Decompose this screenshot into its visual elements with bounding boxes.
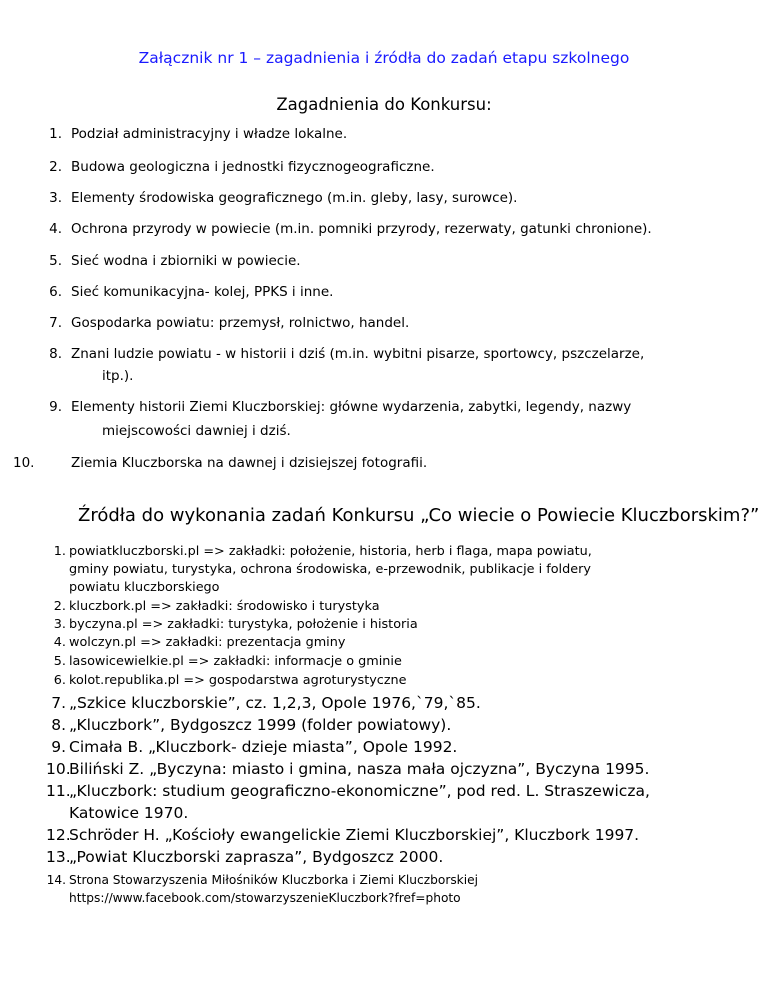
list-item-number: 3. (53, 617, 66, 632)
list-item-number: 9. (51, 738, 66, 756)
list-item-text: lasowicewielkie.pl => zakładki: informacje o gminie (69, 654, 402, 669)
list-item-text: Cimała B. „Kluczbork- dzieje miasta”, Opole 1992. (69, 738, 458, 756)
list-item-number: 3. (49, 190, 62, 206)
list-item-text: kolot.republika.pl => gospodarstwa agroturystyczne (69, 673, 407, 688)
list-item-text: Gospodarka powiatu: przemysł, rolnictwo, handel. (71, 315, 410, 331)
list-item-number: 13. (46, 848, 71, 866)
list-item-number: 14. (46, 873, 66, 887)
list-item-text: wolczyn.pl => zakładki: prezentacja gminy (69, 635, 346, 650)
list-item-text: „Powiat Kluczborski zaprasza”, Bydgoszcz 2000. (69, 848, 444, 866)
list-item-text: Budowa geologiczna i jednostki fizycznogeograficzne. (71, 159, 435, 175)
list-item-text: Sieć wodna i zbiorniki w powiecie. (71, 253, 301, 269)
list-item-number: 4. (53, 635, 66, 650)
list-item-number: 2. (49, 159, 62, 175)
list-item-text: Podział administracyjny i władze lokalne. (71, 126, 348, 142)
list-item-text: Ochrona przyrody w powiecie (m.in. pomniki przyrody, rezerwaty, gatunki chronione). (71, 221, 652, 237)
list-item-text: Schröder H. „Kościoły ewangelickie Ziemi Kluczborskiej”, Kluczbork 1997. (69, 826, 640, 844)
list-item-number: 4. (49, 221, 62, 237)
list-item-number: 2. (53, 599, 66, 614)
list-item-text: Sieć komunikacyjna- kolej, PPKS i inne. (71, 284, 334, 300)
list-item-continuation: gminy powiatu, turystyka, ochrona środowiska, e-przewodnik, publikacje i foldery (69, 562, 591, 577)
list-item-number: 10. (46, 760, 71, 778)
list-item-text: Strona Stowarzyszenia Miłośników Kluczborka i Ziemi Kluczborskiej (69, 873, 479, 887)
section-heading-sources: Źródła do wykonania zadań Konkursu „Co wiecie o Powiecie Kluczborskim?” (78, 505, 760, 526)
section-heading-topics: Zagadnienia do Konkursu: (276, 95, 492, 114)
list-item-text: Biliński Z. „Byczyna: miasto i gmina, nasza mała ojczyzna”, Byczyna 1995. (69, 760, 650, 778)
list-item-continuation: itp.). (102, 368, 134, 384)
list-item-continuation: miejscowości dawniej i dziś. (102, 423, 291, 439)
list-item-number: 8. (51, 716, 66, 734)
list-item-text: Elementy historii Ziemi Kluczborskiej: główne wydarzenia, zabytki, legendy, nazwy (71, 399, 632, 415)
list-item-text: powiatkluczborski.pl => zakładki: położenie, historia, herb i flaga, mapa powiatu, (69, 544, 592, 559)
list-item-text: Znani ludzie powiatu - w historii i dziś (m.in. wybitni pisarze, sportowcy, pszczelarze, (71, 346, 645, 362)
list-item-number: 8. (49, 346, 62, 362)
list-item-text: „Szkice kluczborskie”, cz. 1,2,3, Opole 1976,`79,`85. (69, 694, 481, 712)
link-facebook[interactable]: https://www.facebook.com/stowarzyszenieKluczbork?fref=photo (69, 891, 461, 905)
list-item-number: 7. (49, 315, 62, 331)
list-item-text: byczyna.pl => zakładki: turystyka, położenie i historia (69, 617, 418, 632)
list-item-number: 10. (13, 455, 35, 471)
list-item-number: 1. (49, 126, 62, 142)
list-item-number: 7. (51, 694, 66, 712)
list-item-number: 9. (49, 399, 62, 415)
list-item-text: Elementy środowiska geograficznego (m.in. gleby, lasy, surowce). (71, 190, 518, 206)
list-item-number: 5. (53, 654, 66, 669)
list-item-continuation: powiatu kluczborskiego (69, 580, 220, 595)
list-item-number: 6. (53, 673, 66, 688)
list-item-continuation: Katowice 1970. (69, 804, 189, 822)
list-item-text: kluczbork.pl => zakładki: środowisko i turystyka (69, 599, 380, 614)
list-item-text: „Kluczbork: studium geograficzno-ekonomiczne”, pod red. L. Straszewicza, (69, 782, 650, 800)
list-item-number: 12. (46, 826, 71, 844)
list-item-text: Ziemia Kluczborska na dawnej i dzisiejszej fotografii. (71, 455, 428, 471)
list-item-text: „Kluczbork”, Bydgoszcz 1999 (folder powiatowy). (69, 716, 452, 734)
page-title: Załącznik nr 1 – zagadnienia i źródła do zadań etapu szkolnego (138, 49, 630, 67)
list-item-number: 5. (49, 253, 62, 269)
list-item-number: 11. (46, 782, 71, 800)
list-item-number: 1. (53, 544, 66, 559)
list-item-number: 6. (49, 284, 62, 300)
